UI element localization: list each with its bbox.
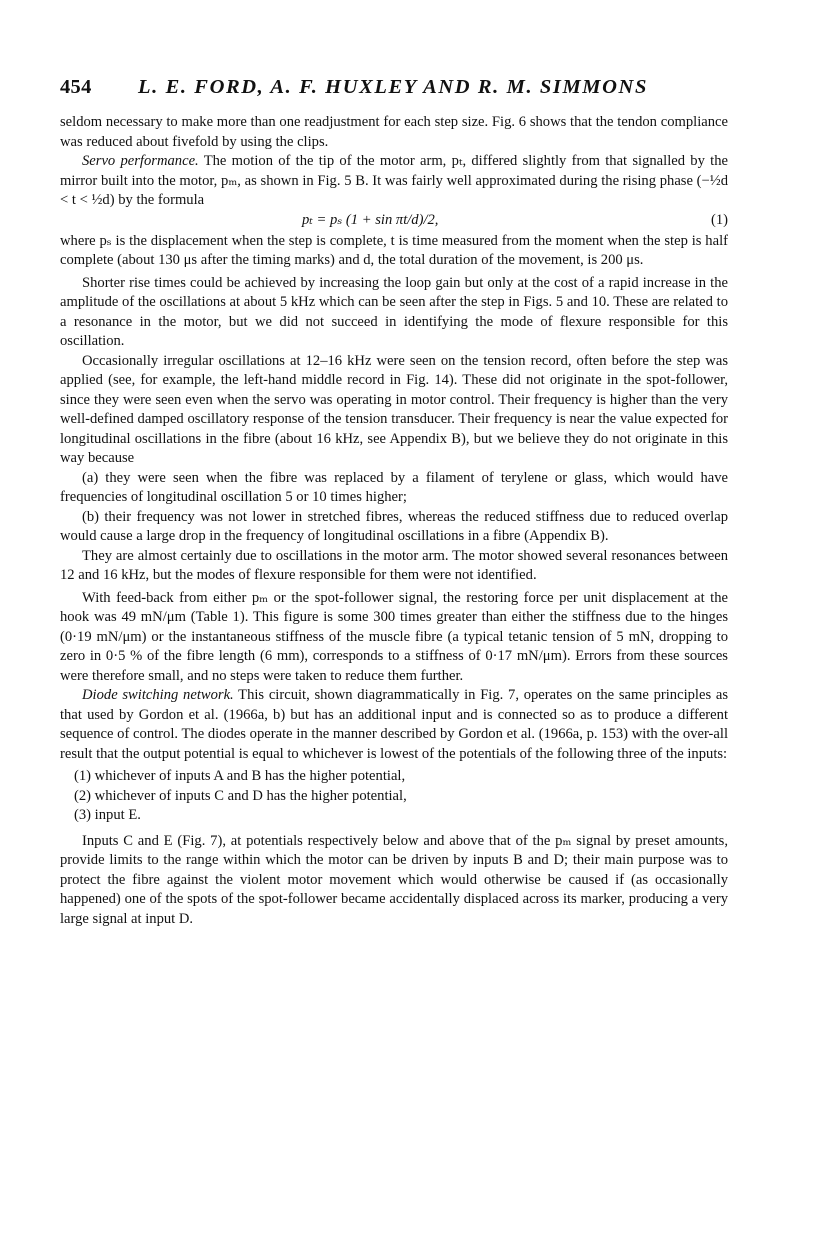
equation-formula: pₜ = pₛ (1 + sin πt/d)/2, — [302, 211, 439, 228]
section-run-in-heading: Servo performance. — [82, 153, 199, 169]
paragraph-inputs: Inputs C and E (Fig. 7), at potentials respectively below and above that of the pₘ signal by preset amounts, provide limits to the range within which the motor can be driven by inputs B and D; their main purpose was to protect the fibre against the violent motor movement which would otherwise be caused if (as occasionally happened) one of the spots of the spot-follower became accidentally displaced across its marker, producing a very large signal at input D. — [60, 832, 728, 927]
paragraph-diode-switching — [60, 686, 728, 764]
list-item-a: (a) they were seen when the fibre was replaced by a filament of terylene or glass, which would have frequencies of longitudinal oscillation 5 or 10 times higher; — [60, 469, 728, 505]
paragraph-continuation: seldom necessary to make more than one readjustment for each step size. Fig. 6 shows that the tendon compliance was reduced about fivefold by using the clips. — [60, 114, 728, 150]
paragraph-feedback: With feed-back from either pₘ or the spot-follower signal, the restoring force per unit displacement at the hook was 49 mN/μm (Table 1). This figure is some 300 times greater than either the stiffness due to the hinges (0·19 mN/μm) or the instantaneous stiffness of the muscle fibre (a typical tetanic tension of 5 mN, dropping to zero in 0·5 % of the fibre length (6 mm), corresponds to a stiffness of 0·17 mN/μm). Errors from these sources were therefore small, and no steps were taken to reduce them further. — [60, 589, 728, 684]
body-text — [60, 113, 728, 929]
equation-number: (1) — [710, 211, 728, 228]
section-run-in-heading: Diode switching network. — [82, 687, 234, 703]
paragraph-text: This circuit, shown diagrammatically in Fig. 7, operates on the same principles as that used by Gordon et al. (1966a, b) but has an additional input and is connected so as to produce a different sequence of control. The diodes operate in the manner described by Gordon et al. (1966a, p. 153) with the over-all result that the output potential is equal to whichever is lowest of the potentials of the following three of the inputs: — [60, 687, 729, 762]
list-item-1: (1) whichever of inputs A and B has the higher potential, — [74, 768, 406, 784]
list-item-2: (2) whichever of inputs C and D has the higher potential, — [74, 787, 407, 804]
page-number: 454 — [60, 76, 92, 98]
running-header — [60, 76, 760, 104]
paragraph-motor-arm: They are almost certainly due to oscillations in the motor arm. The motor showed several resonances between 12 and 16 kHz, but the modes of flexure responsible for them were not identified. — [60, 547, 728, 583]
list-item-3: (3) input E. — [74, 807, 141, 823]
list-item-b: (b) their frequency was not lower in stretched fibres, whereas the reduced stiffness due to reduced overlap would cause a large drop in the frequency of longitudinal oscillations in a fibre (Appendix B). — [60, 508, 728, 544]
paragraph-rise-times: Shorter rise times could be achieved by increasing the loop gain but only at the cost of a rapid increase in the amplitude of the oscillations at about 5 kHz which can be seen after the step in Figs. 5 and 10. These are related to a resonance in the motor, but we did not succeed in identifying the mode of flexure responsible for this oscillation. — [60, 274, 728, 349]
paragraph-oscillations: Occasionally irregular oscillations at 12–16 kHz were seen on the tension record, often before the step was applied (see, for example, the left-hand middle record in Fig. 14). These did not originate in the spot-follower, since they were seen even when the servo was operating in motor control. Their frequency is higher than the very well-defined damped oscillatory response of the tension transducer. Their frequency is near the value expected for longitudinal oscillations in the fibre (about 16 kHz, see Appendix B), but we believe they do not originate in this way because — [60, 352, 728, 466]
equation-1 — [60, 211, 728, 232]
paragraph-where: where pₛ is the displacement when the step is complete, t is time measured from the moment when the step is half complete (about 130 μs after the timing marks) and d, the total duration of the movement, is 200 μs. — [60, 232, 728, 268]
paragraph-servo-performance — [60, 152, 728, 211]
paragraph-text: The motion of the tip of the motor arm, pₜ, differed slightly from that signalled by the mirror built into the motor, pₘ, as shown in Fig. 5 B. It was fairly well approximated during the rising phase (−½d < t < ½d) by the formula — [60, 153, 728, 208]
running-header-authors: L. E. FORD, A. F. HUXLEY AND R. M. SIMMONS — [138, 76, 648, 98]
